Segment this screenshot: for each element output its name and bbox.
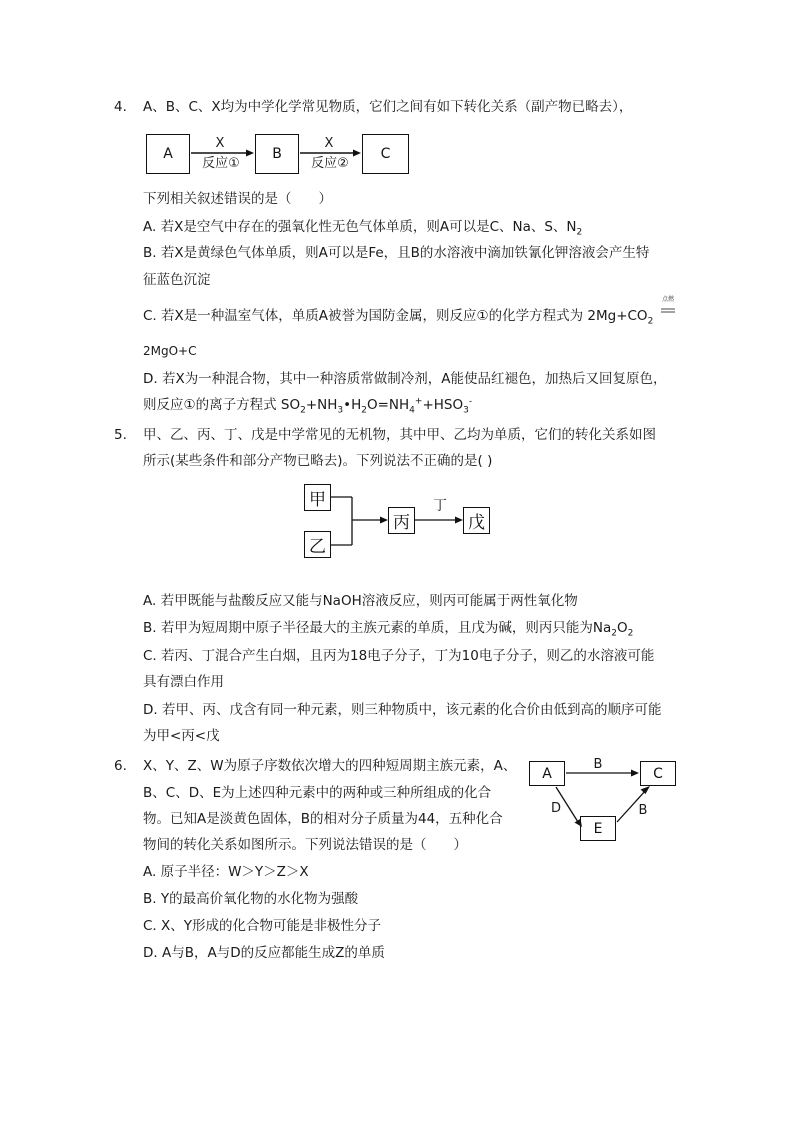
q5-b-sub-2: 2: [627, 628, 634, 639]
q5-label-ding: 丁: [433, 498, 447, 514]
q5-b-sub-1: 2: [611, 628, 617, 639]
q6-stem-line1: X、Y、Z、W为原子序数依次增大的四种短周期主族元素，A、: [143, 758, 517, 774]
q5-option-b-end: O: [616, 620, 628, 636]
q4-d-sub-h2o: 2: [361, 405, 367, 416]
q4-d-sub-so2: 2: [300, 405, 306, 416]
q6-option-d: D. A与B，A与D的反应都能生成Z的单质: [143, 945, 385, 961]
q5-box-wu: 戊: [463, 507, 490, 534]
q4-option-d-part4: O=NH: [366, 397, 410, 413]
q6-number: 6.: [114, 758, 127, 774]
q4-option-d-part1: 则反应①的离子方程式 SO: [143, 397, 301, 413]
q5-option-d-line1: D. 若甲、丙、戊含有同一种元素，则三种物质中，该元素的化合价由低到高的顺序可能: [143, 702, 662, 718]
q4-box-c: C: [362, 134, 409, 174]
q4-option-c-line2: 2MgO+C: [143, 344, 197, 358]
q6-stem-line2: B、C、D、E为上述四种元素中的两种或三种所组成的化合: [143, 785, 492, 801]
q6-box-c: C: [640, 761, 676, 786]
q4-d-sup-minus: -: [468, 396, 473, 407]
q4-d-sub-hso3: 3: [463, 405, 469, 416]
q5-box-bing: 丙: [388, 507, 415, 534]
q5-stem-line2: 所示(某些条件和部分产物已略去)。下列说法不正确的是( ): [143, 453, 493, 469]
q4-stem: A、B、C、X均为中学化学常见物质，它们之间有如下转化关系（副产物已略去），: [143, 99, 633, 115]
q4-option-b-line2: 征蓝色沉淀: [143, 272, 211, 288]
q4-option-c-condition: 点燃: [662, 296, 675, 303]
q4-option-c-sub: 2: [647, 316, 654, 327]
q4-option-d-part2: +NH: [305, 397, 338, 413]
q6-box-e: E: [580, 816, 616, 841]
q4-question: 下列相关叙述错误的是（ ）: [143, 191, 332, 207]
q6-option-c: C. X、Y形成的化合物可能是非极性分子: [143, 918, 382, 934]
q4-d-sup-plus: +: [414, 396, 423, 407]
q5-option-d-line2: 为甲<丙<戊: [143, 728, 220, 744]
q5-box-yi: 乙: [304, 531, 331, 558]
q4-arrow1-top: X: [215, 136, 225, 151]
q4-option-d-part3: •H: [343, 397, 362, 413]
q6-stem-line3: 物。已知A是淡黄色固体，B的相对分子质量为44，五种化合: [143, 811, 503, 827]
q4-option-b-line1: B. 若X是黄绿色气体单质，则A可以是Fe，且B的水溶液中滴加铁氰化钾溶液会产生特: [143, 245, 650, 261]
q4-number: 4.: [114, 99, 127, 115]
q4-option-d-line1: D. 若X为一种混合物，其中一种溶质常做制冷剂，A能使品红褪色，加热后又回复原色，: [143, 371, 667, 387]
q4-d-sub-nh4: 4: [409, 405, 415, 416]
q4-arrow2-bottom: 反应②: [311, 156, 349, 171]
q6-box-a: A: [529, 761, 565, 786]
q5-option-c-line2: 具有漂白作用: [143, 674, 224, 690]
q4-option-a-sub: 2: [576, 227, 583, 238]
q6-label-b-top: B: [593, 757, 603, 772]
q6-label-d: D: [550, 801, 561, 816]
q6-option-b: B. Y的最高价氧化物的水化物为强酸: [143, 891, 359, 907]
q5-number: 5.: [114, 427, 127, 443]
q4-option-d-part5: +HSO: [422, 397, 464, 413]
q6-label-b-right: B: [638, 803, 648, 818]
q5-box-jia: 甲: [304, 484, 331, 511]
q4-arrow2-top: X: [324, 136, 334, 151]
q4-option-c-text: C. 若X是一种温室气体，单质A被誉为国防金属，则反应①的化学方程式为 2Mg+CO: [143, 308, 648, 324]
q4-option-a-text: A. 若X是空气中存在的强氧化性无色气体单质，则A可以是C、Na、S、N: [143, 219, 577, 235]
q5-option-c-line1: C. 若丙、丁混合产生白烟，且丙为18电子分子，丁为10电子分子，则乙的水溶液可能: [143, 648, 655, 664]
q4-box-b: B: [255, 134, 299, 174]
q5-option-b-text: B. 若甲为短周期中原子半径最大的主族元素的单质，且戊为碱，则丙只能为Na: [143, 620, 612, 636]
q4-box-a: A: [146, 134, 190, 174]
q5-stem-line1: 甲、乙、丙、丁、戊是中学常见的无机物，其中甲、乙均为单质，它们的转化关系如图: [143, 427, 656, 443]
q4-d-sub-nh3: 3: [337, 405, 344, 416]
q4-arrow1-bottom: 反应①: [202, 156, 240, 171]
q6-stem-line4: 物间的转化关系如图所示。下列说法错误的是（ ）: [143, 837, 467, 853]
q6-option-a: A. 原子半径：W＞Y＞Z＞X: [143, 864, 309, 880]
q5-option-a: A. 若甲既能与盐酸反应又能与NaOH溶液反应，则丙可能属于两性氧化物: [143, 593, 578, 609]
